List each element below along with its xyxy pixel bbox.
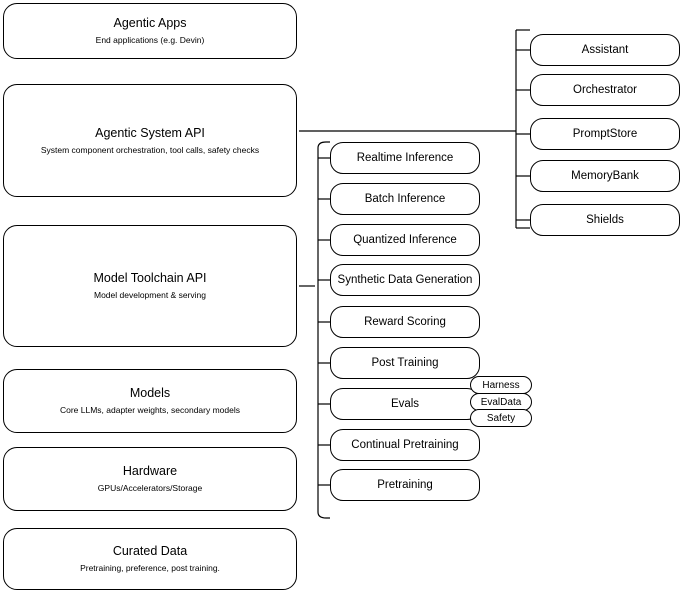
layer-subtitle: Core LLMs, adapter weights, secondary models	[59, 405, 240, 415]
layer-title: Models	[129, 386, 171, 400]
component-shields[interactable]	[530, 204, 680, 236]
component-memorybank[interactable]	[530, 160, 680, 192]
layer-subtitle: Pretraining, preference, post training.	[80, 563, 220, 573]
component-label: Assistant	[581, 44, 629, 56]
layer-subtitle: GPUs/Accelerators/Storage	[97, 483, 203, 493]
component-label: Post Training	[371, 357, 439, 369]
component-label: EvalData	[480, 396, 522, 408]
component-reward-scoring[interactable]	[330, 306, 480, 338]
component-synthetic-data-generation[interactable]	[330, 264, 480, 296]
component-label: Realtime Inference	[356, 152, 454, 164]
component-label: Orchestrator	[573, 84, 637, 96]
component-label: Safety	[486, 412, 516, 424]
layer-title: Agentic System API	[95, 125, 205, 140]
layer-curated-data[interactable]	[3, 528, 297, 590]
layer-title: Hardware	[122, 464, 178, 478]
component-label: Batch Inference	[364, 193, 446, 205]
component-promptstore[interactable]	[530, 118, 680, 150]
component-label: PromptStore	[572, 128, 638, 140]
layer-agentic-system-api[interactable]	[3, 84, 297, 197]
layer-hardware[interactable]	[3, 447, 297, 511]
layer-title: Curated Data	[112, 544, 188, 558]
component-pretraining[interactable]	[330, 469, 480, 501]
component-realtime-inference[interactable]	[330, 142, 480, 174]
component-label: Reward Scoring	[364, 316, 446, 328]
component-label: Pretraining	[377, 479, 433, 491]
component-label: Shields	[586, 214, 624, 226]
component-safety[interactable]	[470, 409, 532, 427]
layer-subtitle: End applications (e.g. Devin)	[95, 35, 205, 45]
component-post-training[interactable]	[330, 347, 480, 379]
component-assistant[interactable]	[530, 34, 680, 66]
component-label: Synthetic Data Generation	[337, 274, 473, 286]
layer-model-toolchain-api[interactable]	[3, 225, 297, 347]
component-label: Harness	[482, 379, 520, 391]
component-label: Quantized Inference	[353, 234, 457, 246]
component-quantized-inference[interactable]	[330, 224, 480, 256]
component-continual-pretraining[interactable]	[330, 429, 480, 461]
component-batch-inference[interactable]	[330, 183, 480, 215]
layer-title: Agentic Apps	[113, 16, 187, 30]
component-label: Continual Pretraining	[351, 439, 459, 451]
layer-models[interactable]	[3, 369, 297, 433]
component-harness[interactable]	[470, 376, 532, 394]
layer-title: Model Toolchain API	[93, 271, 207, 285]
layer-subtitle: Model development & serving	[94, 290, 206, 300]
component-evals[interactable]	[330, 388, 480, 420]
component-label: MemoryBank	[571, 170, 639, 182]
layer-agentic-apps[interactable]	[3, 3, 297, 59]
component-orchestrator[interactable]	[530, 74, 680, 106]
component-label: Evals	[390, 398, 420, 410]
layer-subtitle: System component orchestration, tool calls, safety checks	[40, 144, 260, 155]
